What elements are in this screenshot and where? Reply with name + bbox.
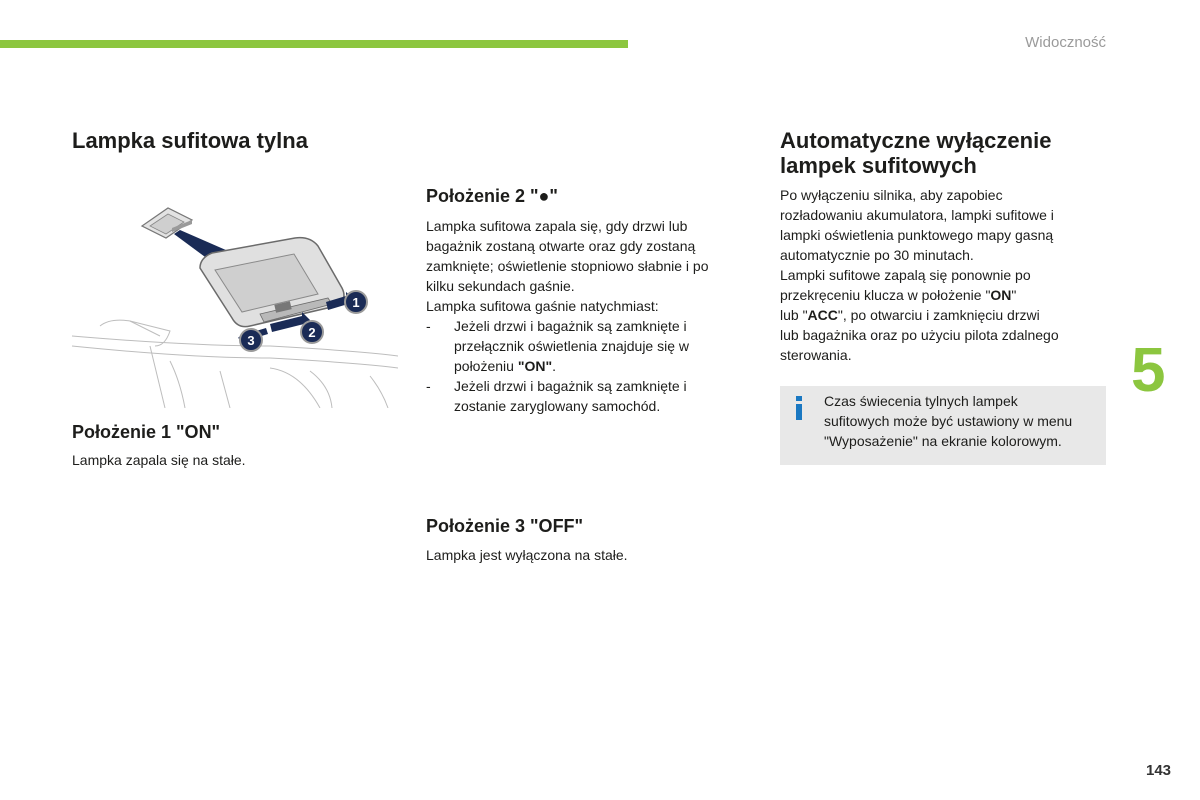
auto-off-line: rozładowaniu akumulatora, lampki sufitowe i [780, 207, 1054, 223]
info-note-text: Czas świecenia tylnych lampek sufitowych może być ustawiony w menu "Wyposażenie" na ekranie kolorowym. [824, 393, 1073, 449]
bullet-dash: - [426, 318, 431, 334]
svg-text:3: 3 [247, 333, 255, 348]
position2-line: Lampka sufitowa zapala się, gdy drzwi lub [426, 218, 688, 234]
position2-bullets [426, 316, 746, 416]
position3-section [426, 515, 746, 565]
chapter-number: 5 [1131, 336, 1166, 405]
callout-3 [240, 329, 262, 351]
auto-off-title: Automatyczne wyłączenie lampek sufitowych [780, 128, 1052, 178]
position2-line: kilku sekundach gaśnie. [426, 278, 575, 294]
svg-text:2: 2 [308, 325, 316, 340]
svg-text:1: 1 [352, 295, 360, 310]
bullet-dash: - [426, 378, 431, 394]
position1-text: Lampka zapala się na stałe. [72, 452, 246, 468]
position3-title: Położenie 3 "OFF" [426, 516, 584, 536]
auto-off-line: lub "ACC", po otwarciu i zamknięciu drzwi [780, 307, 1040, 323]
auto-off-line: Po wyłączeniu silnika, aby zapobiec [780, 187, 1003, 203]
position1-section [72, 421, 392, 470]
position2-section [426, 185, 746, 416]
list-item: - Jeżeli drzwi i bagażnik są zamknięte i zostanie zaryglowany samochód. [426, 378, 687, 414]
position2-title: Położenie 2 "●" [426, 186, 558, 206]
list-item: - Jeżeli drzwi i bagażnik są zamknięte i przełącznik oświetlenia znajduje się w położeniu "ON". [426, 318, 690, 374]
section-title: Widoczność [1025, 34, 1106, 51]
position3-text: Lampka jest wyłączona na stałe. [426, 547, 628, 563]
auto-off-line: lub bagażnika oraz po użyciu pilota zdalnego [780, 327, 1059, 343]
position2-line: bagażnik zostaną otwarte oraz gdy zostaną [426, 238, 696, 254]
auto-off-line: sterowania. [780, 347, 852, 363]
page-number: 143 [1146, 762, 1172, 779]
auto-off-line: automatycznie po 30 minutach. [780, 247, 974, 263]
rear-lamp-title: Lampka sufitowa tylna [72, 128, 308, 153]
callout-1 [345, 291, 367, 313]
auto-off-line: lampki oświetlenia punktowego mapy gasną [780, 227, 1054, 243]
auto-off-line: przekręceniu klucza w położenie "ON" [780, 287, 1017, 303]
header-accent-bar [0, 40, 628, 48]
position2-line: Lampka sufitowa gaśnie natychmiast: [426, 298, 659, 314]
position1-title: Położenie 1 "ON" [72, 422, 221, 442]
auto-off-line: Lampki sufitowe zapalą się ponownie po [780, 267, 1031, 283]
position2-line: zamknięte; oświetlenie stopniowo słabnie i po [426, 258, 709, 274]
callout-2 [301, 321, 323, 343]
info-icon [792, 396, 806, 420]
rear-ceiling-lamp-illustration [70, 196, 398, 408]
auto-off-section [780, 128, 1106, 365]
info-note-box [780, 386, 1106, 465]
